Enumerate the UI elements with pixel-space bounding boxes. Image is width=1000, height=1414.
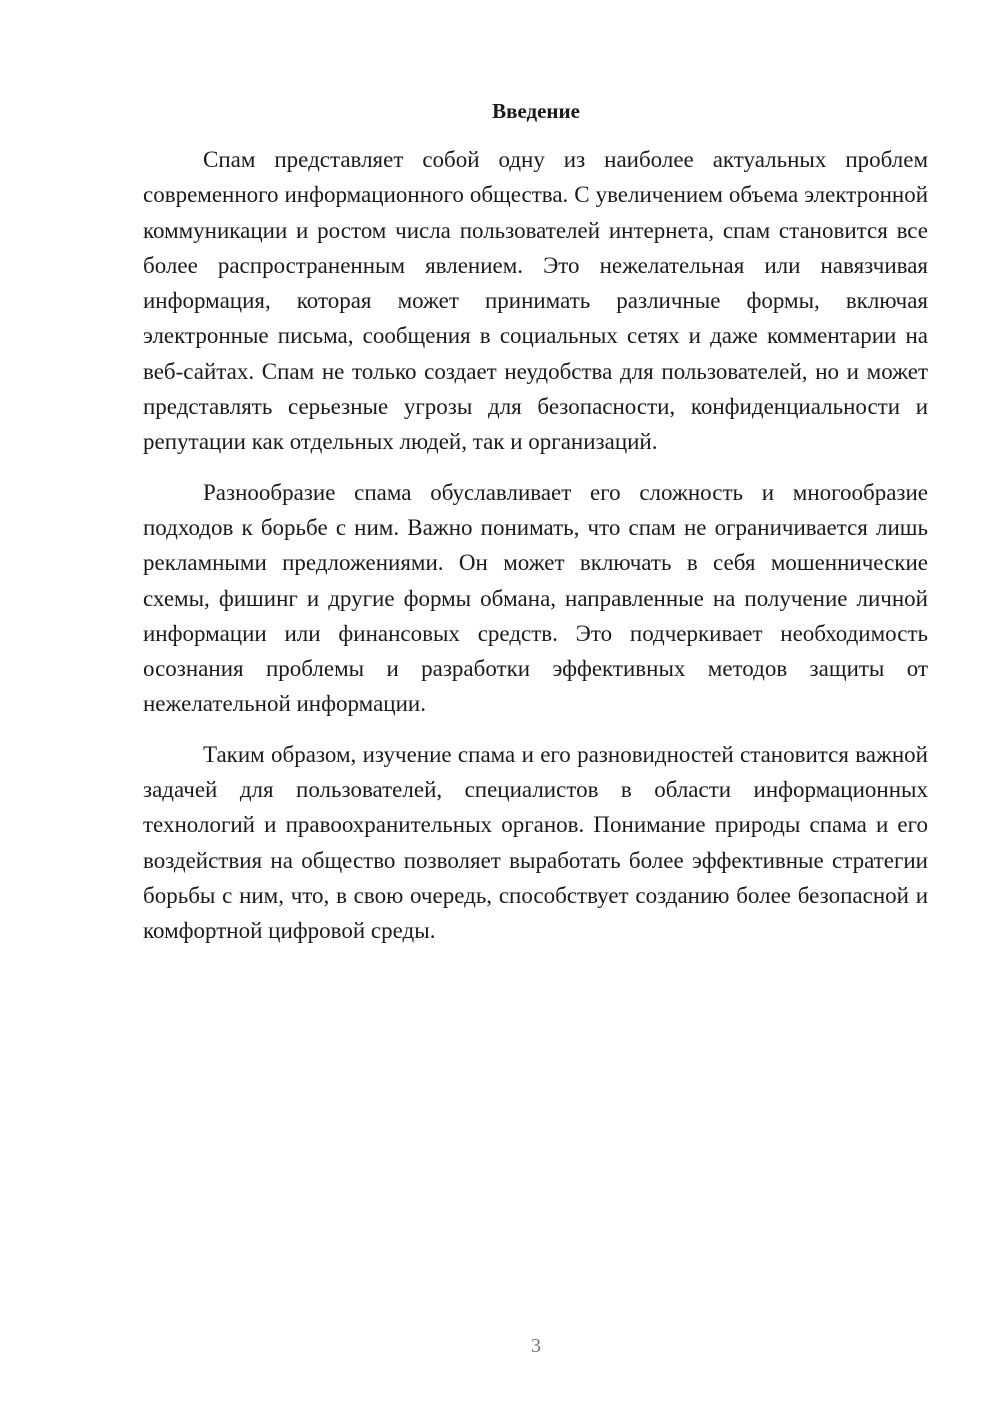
section-title: Введение [492, 99, 580, 123]
page-number: 3 [531, 1335, 541, 1357]
body-text [143, 142, 928, 964]
paragraph-1: Спам представляет собой одну из наиболее актуальных проблем современного информационного общества. С увеличением объема электронной коммуникации и ростом числа пользователей интернета, спам становится все более распространенным явлением. Это нежелательная или навязчивая информация, которая может принимать различные формы, включая электронные письма, сообщения в социальных сетях и даже комментарии на веб-сайтах. Спам не только создает неудобства для пользователей, но и может представлять серьезные угрозы для безопасности, конфиденциальности и репутации как отдельных людей, так и организаций. [143, 147, 928, 455]
paragraph-2: Разнообразие спама обуславливает его сложность и многообразие подходов к борьбе с ним. Важно понимать, что спам не ограничивается лишь рекламными предложениями. Он может включать в себя мошеннические схемы, фишинг и другие формы обмана, направленные на получение личной информации или финансовых средств. Это подчеркивает необходимость осознания проблемы и разработки эффективных методов защиты от нежелательной информации. [143, 479, 928, 717]
paragraph-3: Таким образом, изучение спама и его разновидностей становится важной задачей для пользователей, специалистов в области информационных технологий и правоохранительных органов. Понимание природы спама и его воздействия на общество позволяет выработать более эффективные стратегии борьбы с ним, что, в свою очередь, способствует созданию более безопасной и комфортной цифровой среды. [143, 741, 928, 944]
